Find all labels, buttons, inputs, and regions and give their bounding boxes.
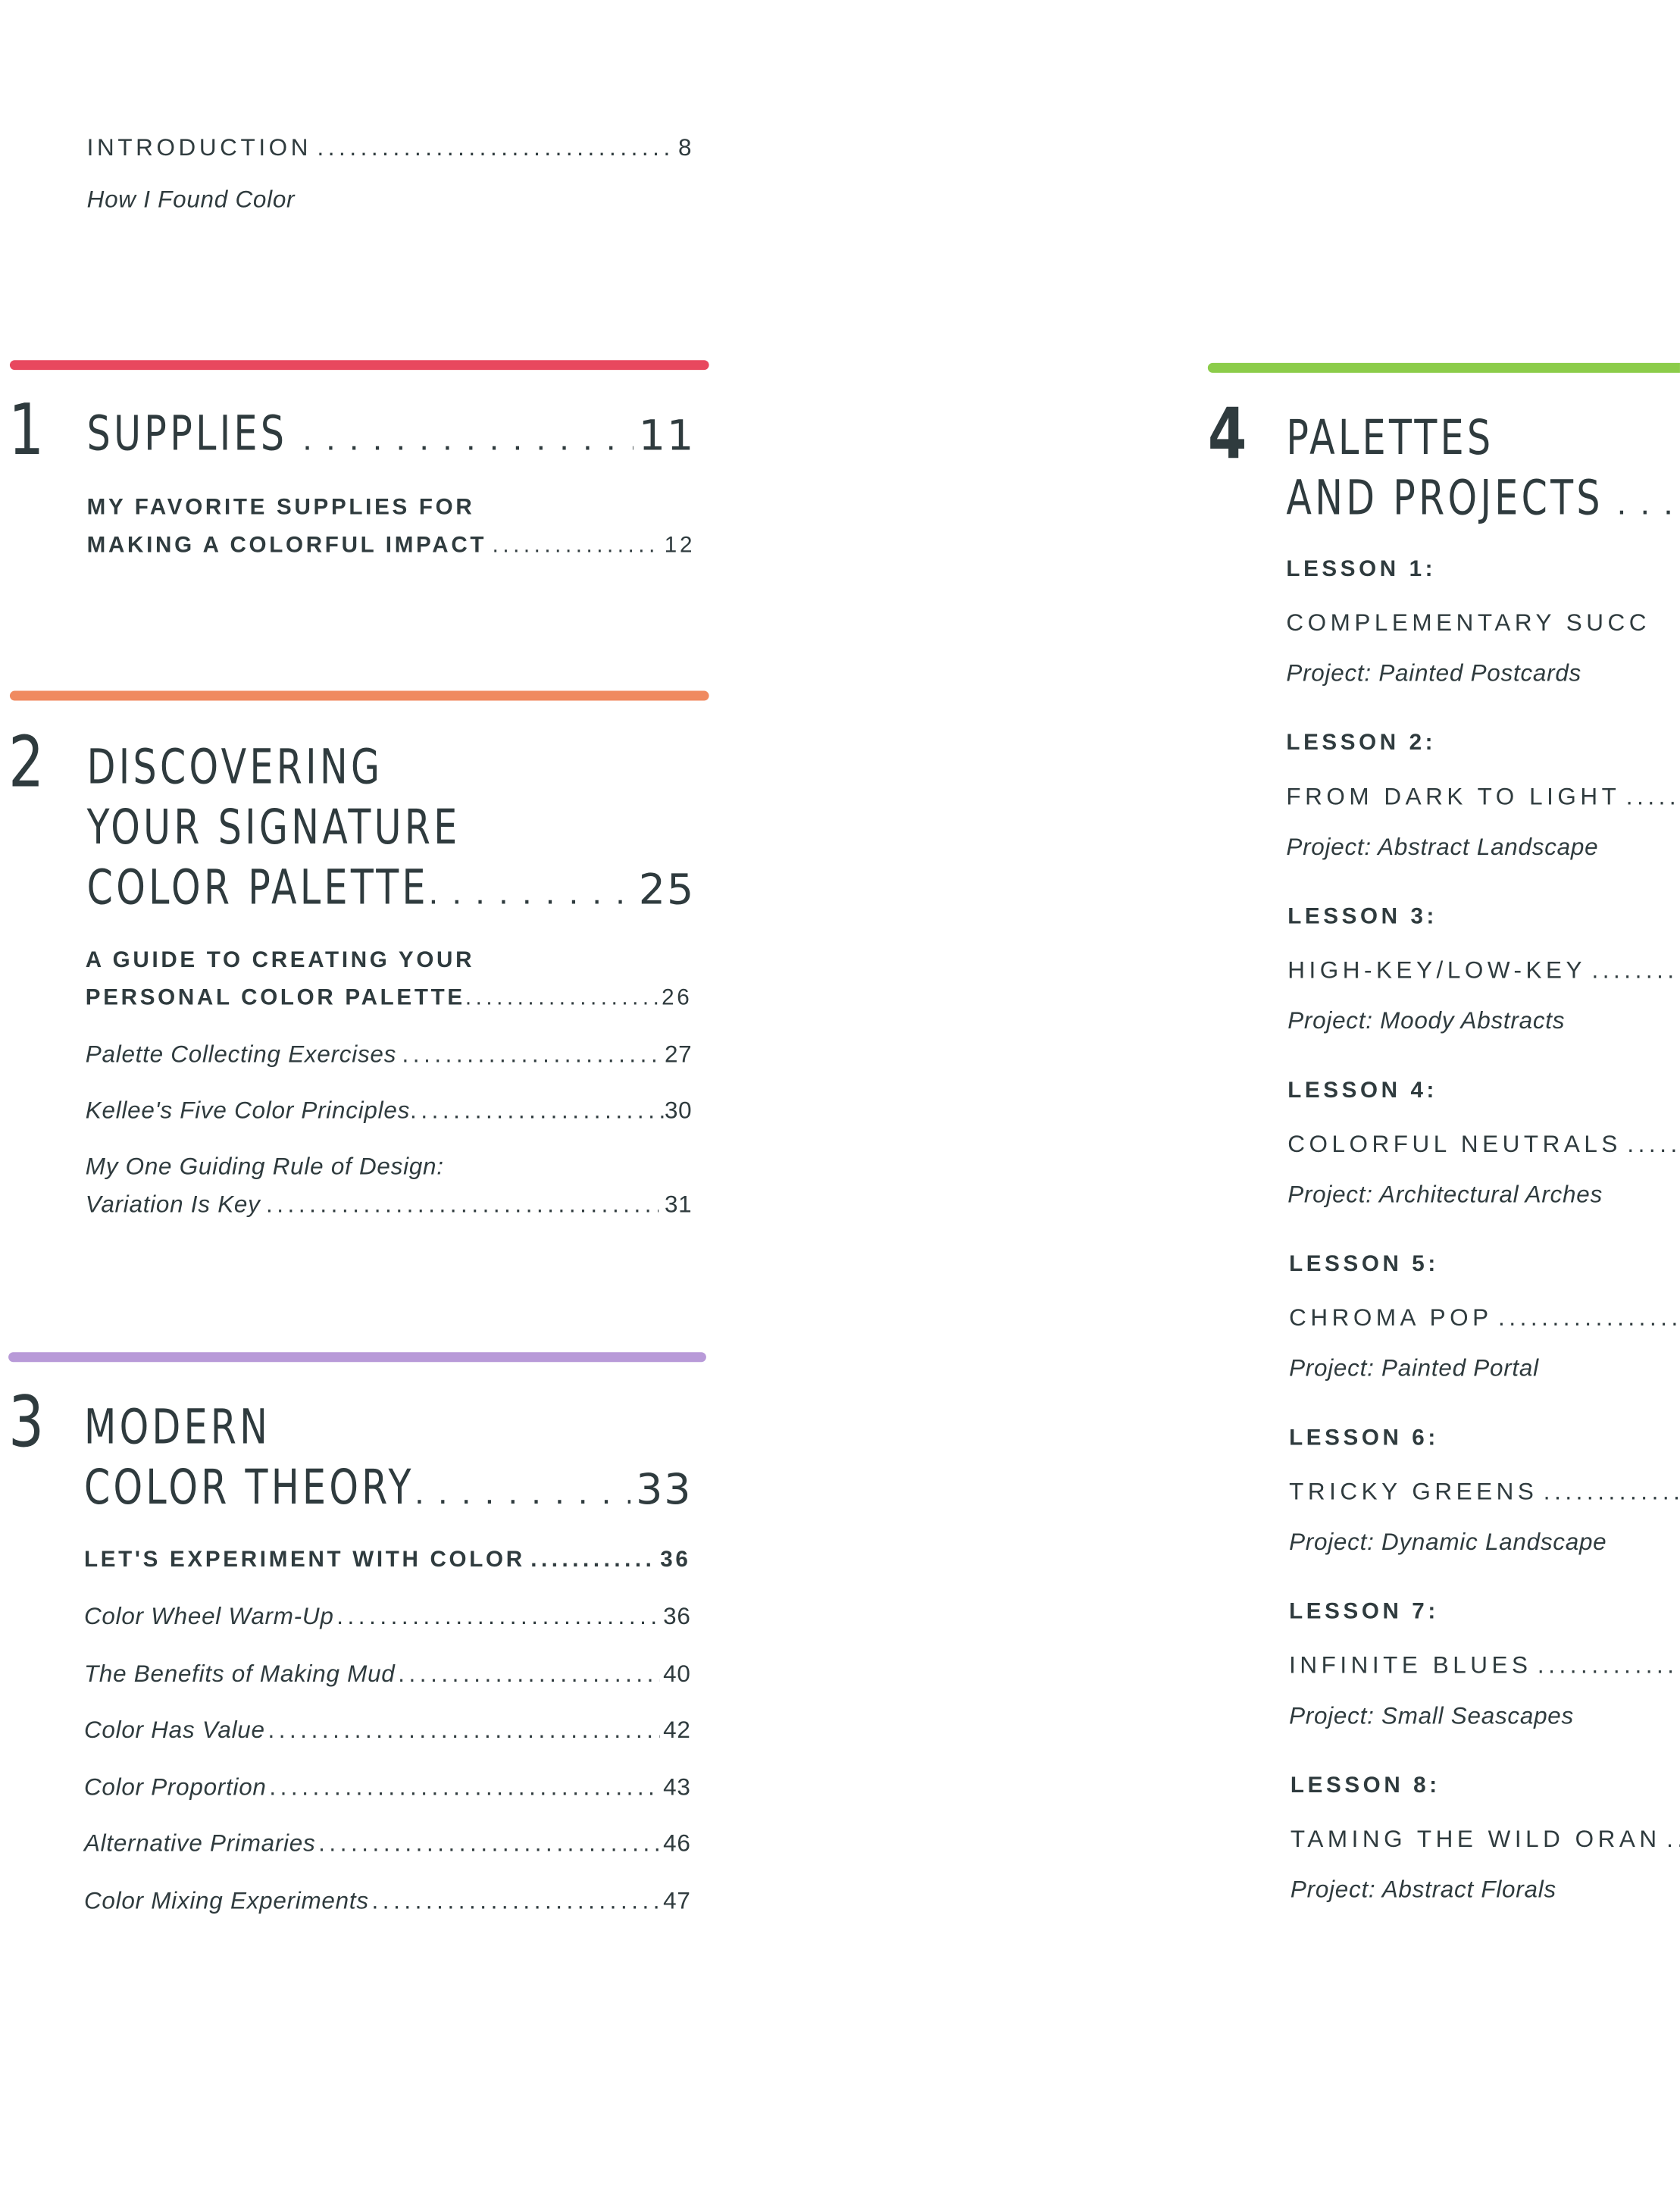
chapter-title-line: DISCOVERING <box>86 740 383 796</box>
dot-leader <box>317 135 672 163</box>
entry-label: Kellee's Five Color Principles <box>85 1097 411 1124</box>
lesson-title: CHROMA POP <box>1289 1304 1493 1332</box>
lesson-project: Project: Architectural Arches <box>1287 1181 1603 1208</box>
lesson-title: INFINITE BLUES <box>1289 1651 1532 1679</box>
chapter-3-color-bar <box>8 1352 706 1362</box>
chapter-number: 1 <box>8 390 45 471</box>
chapter-2-color-bar <box>10 691 709 701</box>
toc-entry[interactable] <box>84 1888 691 1916</box>
entry-label: INTRODUCTION <box>86 134 312 161</box>
page-number: 36 <box>660 1548 691 1573</box>
lesson-project: Project: Abstract Florals <box>1290 1876 1556 1903</box>
chapter-title-line: PALETTES <box>1286 410 1494 467</box>
lesson-label: LESSON 4: <box>1287 1078 1438 1103</box>
page-number: 33 <box>636 1466 693 1515</box>
dot-leader <box>336 1603 660 1631</box>
entry-label: Alternative Primaries <box>83 1829 316 1857</box>
dot-leader <box>318 1830 660 1858</box>
chapter-title-line: MODERN <box>83 1400 271 1457</box>
toc-entry-chapter-3[interactable] <box>84 1460 692 1516</box>
page-number: 8 <box>677 134 696 161</box>
toc-entry-chapter-1[interactable] <box>87 406 695 462</box>
lesson-label: LESSON 3: <box>1287 905 1438 929</box>
entry-label: Color Proportion <box>83 1773 267 1801</box>
page-number: 47 <box>663 1887 691 1914</box>
dot-leader <box>530 1548 655 1573</box>
chapter-number: 3 <box>8 1382 45 1463</box>
toc-entry-introduction[interactable] <box>87 135 695 163</box>
intro-subtitle: How I Found Color <box>86 186 296 214</box>
page-number: 36 <box>663 1603 691 1630</box>
lesson-label: LESSON 1: <box>1286 557 1437 582</box>
toc-entry-lesson[interactable] <box>1286 609 1680 637</box>
dot-leader <box>402 1041 659 1069</box>
entry-label-line: My One Guiding Rule of Design: <box>85 1153 444 1180</box>
toc-entry-lesson[interactable] <box>1286 784 1680 812</box>
toc-entry[interactable] <box>86 1191 693 1219</box>
toc-entry-section[interactable] <box>87 534 695 559</box>
section-title-line: MY FAVORITE SUPPLIES FOR <box>86 496 475 520</box>
page-number: 12 <box>664 534 696 558</box>
dot-leader <box>429 875 634 914</box>
dot-leader <box>269 1774 660 1802</box>
entry-label: Color Wheel Warm-Up <box>83 1603 334 1630</box>
toc-entry[interactable] <box>84 1603 691 1631</box>
page-number: 31 <box>664 1191 693 1218</box>
dot-leader <box>302 421 633 460</box>
page-number: 11 <box>638 412 696 462</box>
chapter-title-line: COLOR PALETTE <box>86 860 429 917</box>
toc-entry[interactable] <box>86 1041 693 1069</box>
lesson-label: LESSON 5: <box>1289 1253 1439 1277</box>
lesson-project: Project: Moody Abstracts <box>1287 1007 1566 1034</box>
dot-leader <box>1544 1479 1680 1507</box>
toc-entry-lesson[interactable] <box>1287 1131 1680 1159</box>
lesson-label: LESSON 6: <box>1289 1426 1439 1451</box>
lesson-title: COLORFUL NEUTRALS <box>1287 1131 1622 1158</box>
toc-entry[interactable] <box>86 1097 693 1125</box>
lesson-project: Project: Small Seascapes <box>1289 1702 1575 1729</box>
page-number: 27 <box>664 1041 693 1068</box>
toc-entry-lesson[interactable] <box>1289 1479 1680 1507</box>
lesson-title: TRICKY GREENS <box>1289 1478 1538 1505</box>
section-title: LET'S EXPERIMENT WITH COLOR <box>83 1548 525 1573</box>
page-number: 43 <box>663 1773 691 1801</box>
dot-leader <box>493 534 659 559</box>
toc-entry-lesson[interactable] <box>1287 957 1680 985</box>
page-number: 46 <box>663 1829 691 1857</box>
chapter-4-color-bar <box>1208 363 1680 373</box>
toc-entry[interactable] <box>84 1774 691 1802</box>
toc-entry-section[interactable] <box>86 987 693 1012</box>
section-title-line: A GUIDE TO CREATING YOUR <box>85 948 475 973</box>
toc-entry-lesson[interactable] <box>1291 1826 1680 1854</box>
lesson-project: Project: Painted Postcards <box>1286 659 1582 687</box>
dot-leader <box>266 1191 659 1219</box>
lesson-label: LESSON 7: <box>1289 1600 1439 1624</box>
dot-leader <box>1666 1826 1680 1854</box>
entry-label: Palette Collecting Exercises <box>85 1041 397 1068</box>
entry-label: Color Mixing Experiments <box>83 1887 369 1914</box>
dot-leader <box>372 1888 661 1916</box>
chapter-title-line: COLOR THEORY <box>83 1460 415 1516</box>
dot-leader <box>1498 1304 1680 1332</box>
page-number: 25 <box>638 865 696 915</box>
toc-entry-chapter-2[interactable] <box>87 860 695 916</box>
page-number: 30 <box>664 1097 693 1124</box>
page-number: 26 <box>662 986 693 1011</box>
lesson-title: TAMING THE WILD ORAN <box>1290 1826 1661 1853</box>
entry-label: The Benefits of Making Mud <box>83 1660 396 1688</box>
toc-entry[interactable] <box>84 1830 691 1858</box>
toc-entry-lesson[interactable] <box>1289 1304 1680 1332</box>
section-title-line: PERSONAL COLOR PALETTE <box>85 986 465 1011</box>
lesson-project: Project: Painted Portal <box>1289 1354 1539 1382</box>
chapter-title-line: AND PROJECTS <box>1286 471 1603 527</box>
chapter-number: 2 <box>8 721 45 803</box>
entry-label-line: Variation Is Key <box>85 1191 261 1218</box>
dot-leader <box>1617 485 1680 524</box>
chapter-number: 4 <box>1207 393 1247 475</box>
lesson-title: HIGH-KEY/LOW-KEY <box>1287 956 1587 984</box>
lesson-title: COMPLEMENTARY SUCC <box>1286 609 1651 637</box>
toc-entry-chapter-4[interactable] <box>1286 471 1680 527</box>
page-number: 40 <box>663 1660 691 1688</box>
lesson-title: FROM DARK TO LIGHT <box>1286 783 1621 810</box>
dot-leader <box>1626 784 1680 812</box>
dot-leader <box>410 1097 665 1125</box>
toc-entry-section[interactable] <box>84 1548 691 1573</box>
dot-leader <box>465 987 662 1012</box>
dot-leader <box>398 1660 660 1688</box>
dot-leader <box>1591 957 1679 985</box>
toc-entry-lesson[interactable] <box>1289 1652 1680 1680</box>
chapter-title-line: YOUR SIGNATURE <box>86 800 461 856</box>
dot-leader <box>267 1717 660 1745</box>
chapter-1-color-bar <box>10 360 709 370</box>
toc-entry[interactable] <box>84 1717 691 1745</box>
entry-label: Color Has Value <box>83 1717 265 1744</box>
dot-leader <box>415 1474 630 1513</box>
lesson-label: LESSON 8: <box>1290 1773 1441 1798</box>
dot-leader <box>1538 1652 1680 1680</box>
dot-leader <box>1627 1131 1680 1159</box>
lesson-project: Project: Dynamic Landscape <box>1289 1529 1607 1556</box>
lesson-project: Project: Abstract Landscape <box>1286 834 1599 861</box>
chapter-title: SUPPLIES <box>86 406 288 463</box>
section-title-line: MAKING A COLORFUL IMPACT <box>86 534 487 558</box>
lesson-label: LESSON 2: <box>1286 731 1437 756</box>
toc-entry[interactable] <box>84 1660 691 1688</box>
page-number: 42 <box>663 1717 691 1744</box>
